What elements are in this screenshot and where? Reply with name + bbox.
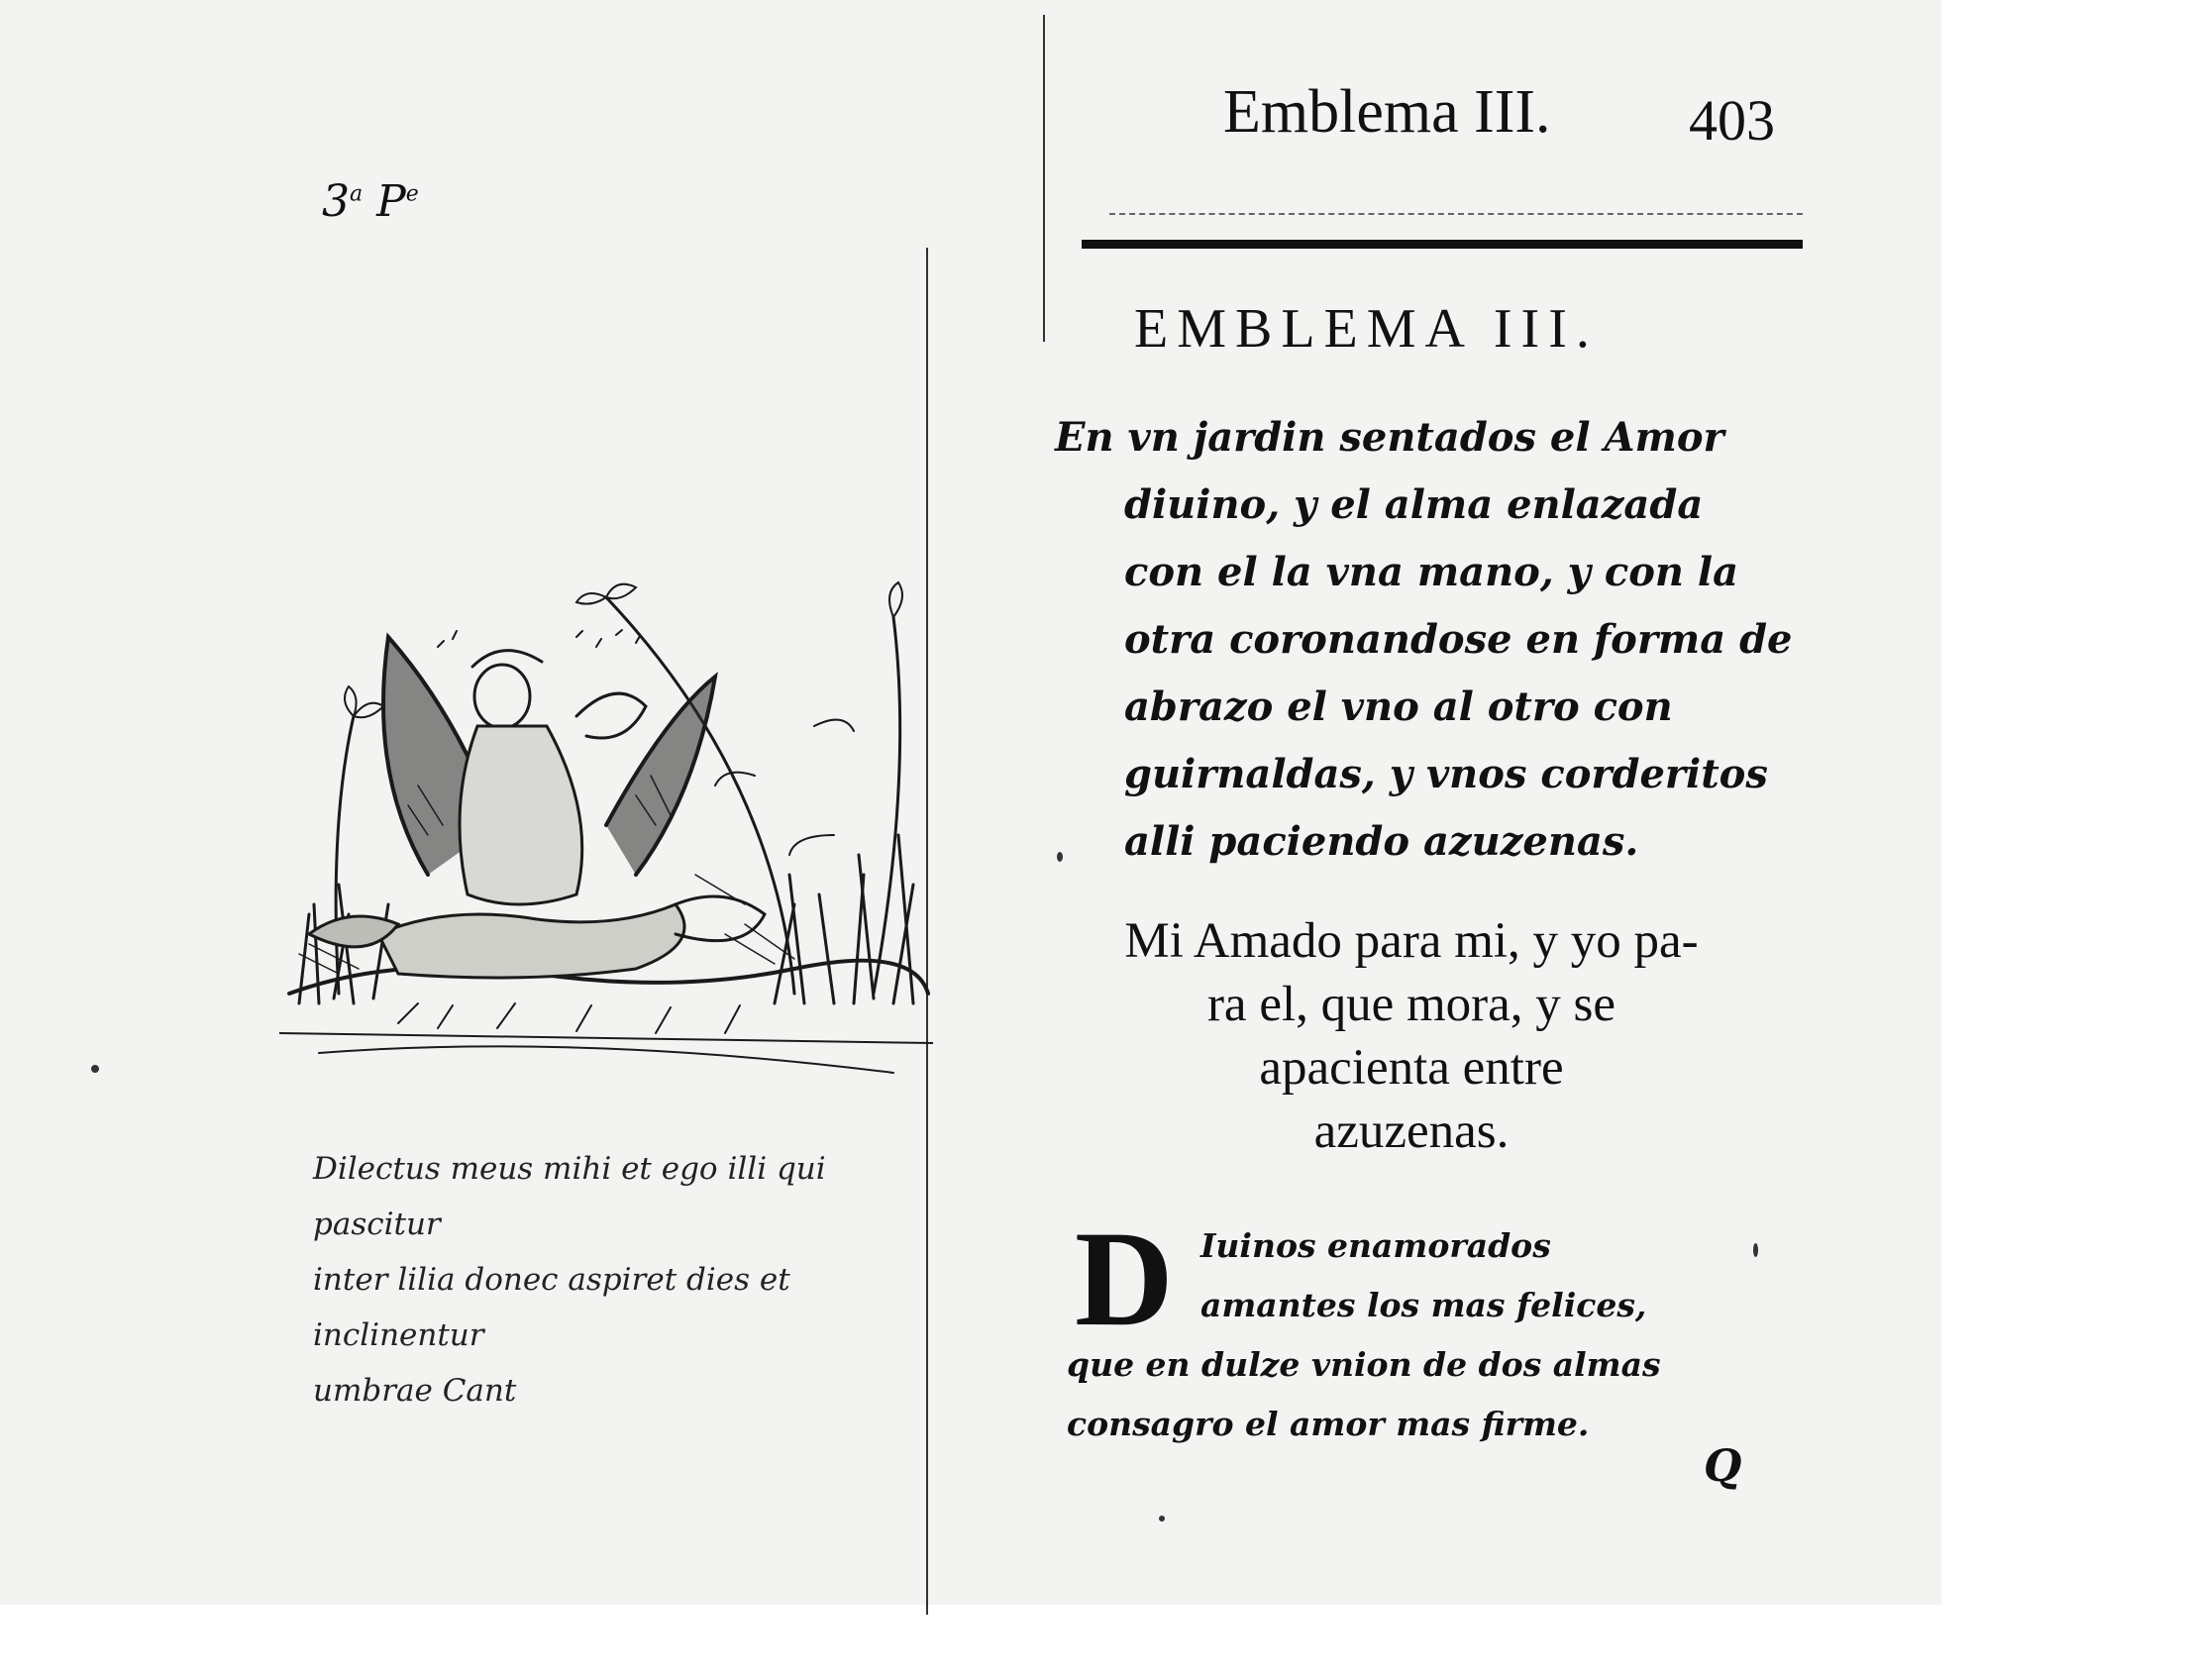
verse-line: que en dulze vnion de dos almas	[1067, 1345, 1661, 1384]
marginal-note-sup: e	[405, 181, 419, 207]
right-page	[1030, 0, 1941, 1605]
motto	[1060, 909, 1763, 1163]
engraving-caption	[313, 1141, 947, 1418]
verse-line: amantes los mas felices,	[1200, 1286, 1647, 1324]
scan-speck	[1753, 1243, 1758, 1257]
verse	[1067, 1216, 1780, 1454]
description-line: diuino, y el alma enlazada	[1124, 481, 1704, 528]
scan-speck	[91, 1065, 99, 1073]
description-line: abrazo el vno al otro con	[1124, 683, 1673, 730]
scan-speck	[1057, 852, 1063, 862]
marginal-note-number: 3	[322, 176, 350, 227]
left-page	[0, 0, 1020, 1605]
motto-line: apacienta entre	[1259, 1040, 1564, 1096]
verse-line: consagro el amor mas firme.	[1067, 1405, 1590, 1443]
page-number: 403	[1689, 88, 1775, 153]
header-rule-thin	[1109, 213, 1803, 215]
description-line: guirnaldas, y vnos corderitos	[1124, 751, 1768, 797]
marginal-note-letter: P	[376, 176, 406, 227]
catchword: Q	[1704, 1441, 1742, 1492]
caption-line: umbrae Cant	[313, 1373, 517, 1409]
caption-line: Dilectus meus mihi et ego illi qui pascitur	[313, 1151, 826, 1242]
motto-line: Mi Amado para mi, y yo pa-	[1124, 913, 1699, 969]
marginal-note	[322, 176, 419, 227]
header-rule-thick	[1082, 240, 1803, 249]
emblem-title: EMBLEMA III.	[1134, 298, 1599, 360]
description-line: con el la vna mano, y con la	[1124, 549, 1738, 595]
caption-line: inter lilia donec aspiret dies et inclinentur	[313, 1262, 790, 1353]
motto-line: ra el, que mora, y se	[1206, 977, 1616, 1032]
description-line: En vn jardin sentados el Amor	[1055, 414, 1724, 461]
drop-cap: D	[1075, 1203, 1174, 1354]
description-line: alli paciendo azuzenas.	[1124, 818, 1639, 865]
engraving-illustration	[279, 578, 933, 1093]
scan-speck	[1159, 1516, 1165, 1522]
running-head: Emblema III.	[1223, 78, 1551, 146]
description-line: otra coronandose en forma de	[1124, 616, 1793, 663]
emblem-description	[1055, 404, 1808, 876]
verse-line: Iuinos enamorados	[1200, 1226, 1551, 1265]
marginal-note-sup: a	[350, 181, 364, 207]
motto-line: azuzenas.	[1313, 1103, 1510, 1159]
